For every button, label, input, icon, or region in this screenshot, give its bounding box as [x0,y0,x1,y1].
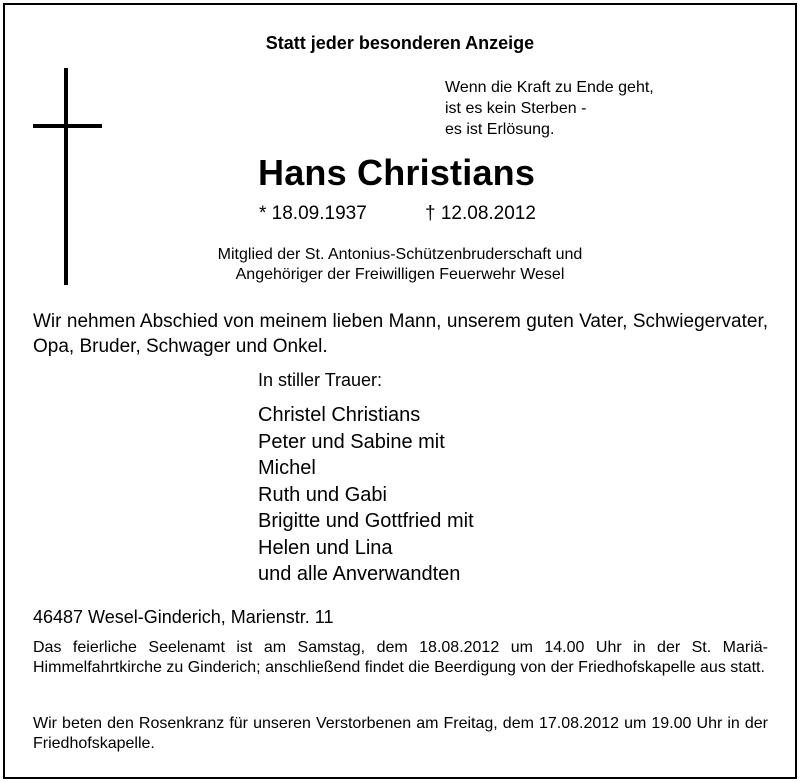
mourner-item: Peter und Sabine mit [258,430,445,453]
death-date: † 12.08.2012 [425,203,536,224]
mourners-list [258,402,474,588]
quote-line: Wenn die Kraft zu Ende geht, [445,79,654,96]
deceased-name: Hans Christians [258,152,536,193]
quote-line: ist es kein Sterben - [445,100,587,117]
mourner-item: Helen und Lina [258,536,393,559]
notice-header: Statt jeder besonderen Anzeige [265,33,535,53]
service-info: Das feierliche Seelenamt ist am Samstag, dem 18.08.2012 um 14.00 Uhr in der St. Mariä-Himmelfahrtkirche zu Ginderich; anschließend findet die Beerdigung von der Friedhofskapelle aus statt. [33,639,768,676]
cross-icon-crossbar [33,124,102,128]
membership-info [0,245,800,285]
mourning-label: In stiller Trauer: [258,370,383,390]
membership-line: Angehöriger der Freiwilligen Feuerwehr Wesel [235,266,565,283]
memorial-quote [445,77,654,140]
rosary-info: Wir beten den Rosenkranz für unseren Verstorbenen am Freitag, dem 17.08.2012 um 19.00 Uhr in der Friedhofskapelle. [33,715,768,752]
family-address: 46487 Wesel-Ginderich, Marienstr. 11 [33,607,334,627]
membership-line: Mitglied der St. Antonius-Schützenbruderschaft und [217,246,583,263]
farewell-text: Wir nehmen Abschied von meinem lieben Mann, unserem guten Vater, Schwiegervater, Opa, Bruder, Schwager und Onkel. [33,311,768,357]
mourner-item: Christel Christians [258,404,421,426]
mourner-item: und alle Anverwandten [258,563,461,585]
mourner-item: Brigitte und Gottfried mit [258,510,474,532]
mourner-item: Michel [258,457,316,479]
mourner-item: Ruth und Gabi [258,483,387,506]
quote-line: es ist Erlösung. [445,121,555,138]
birth-date: * 18.09.1937 [259,203,367,224]
